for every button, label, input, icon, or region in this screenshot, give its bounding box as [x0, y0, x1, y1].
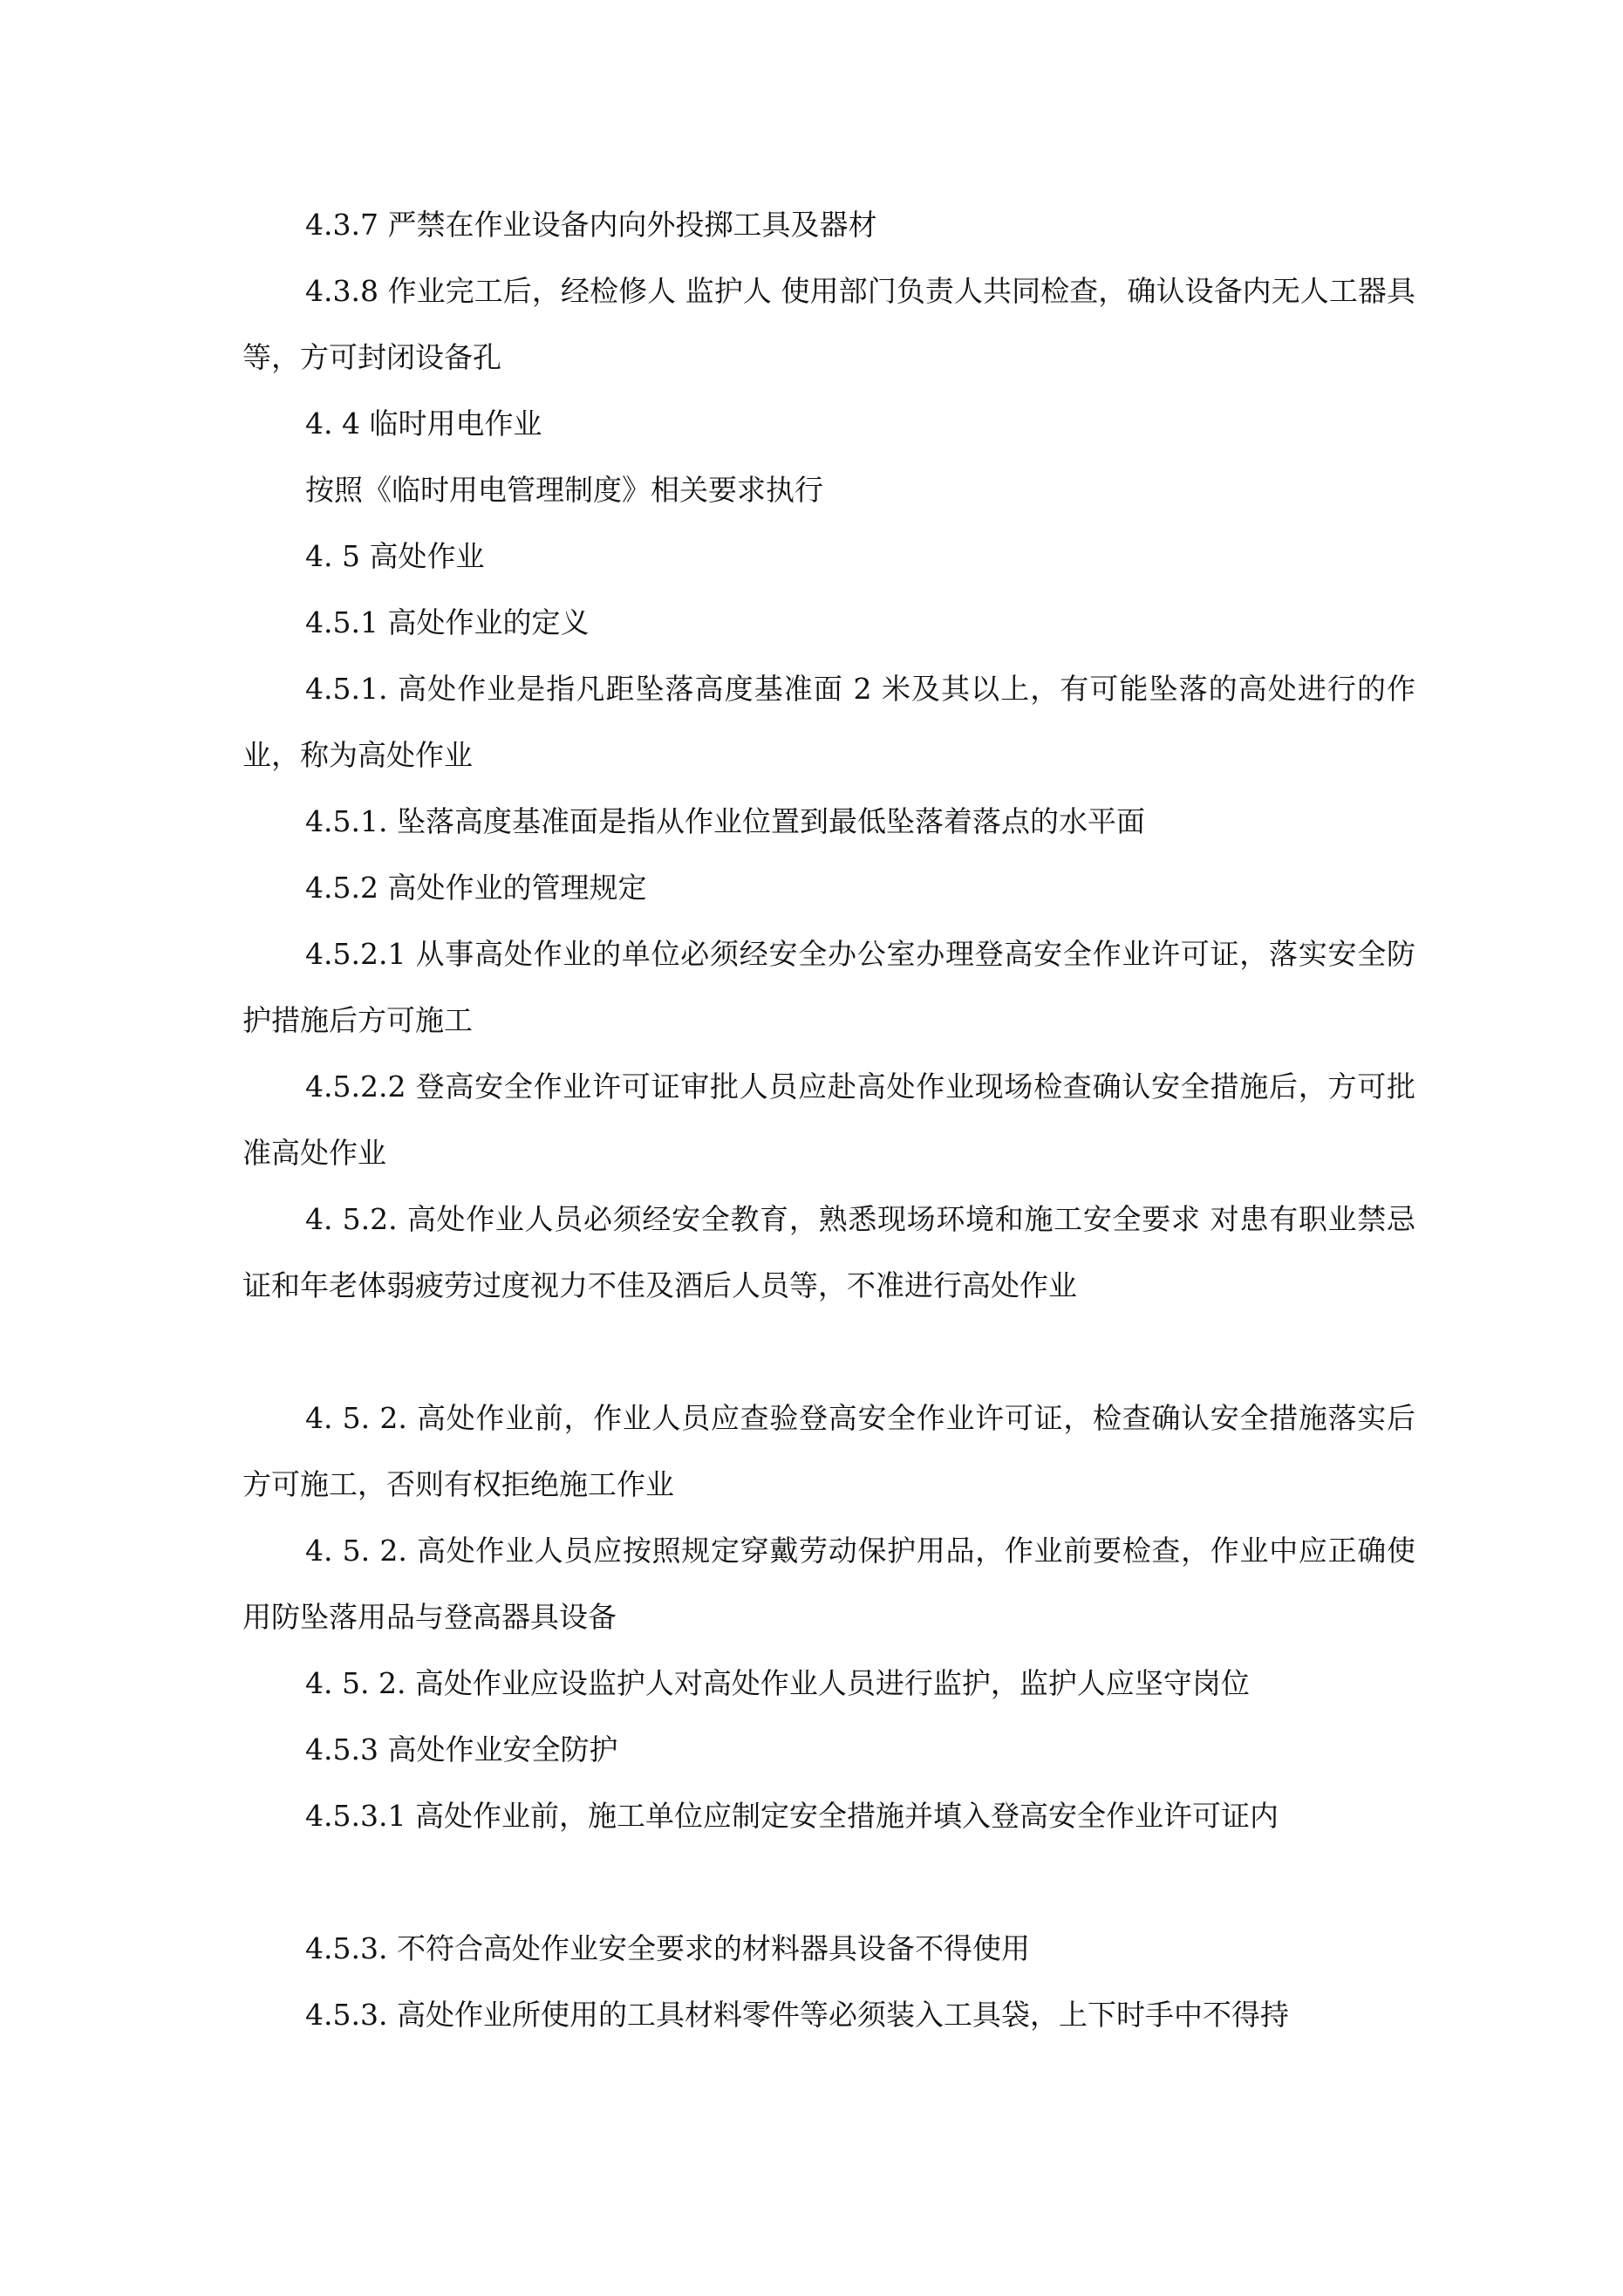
paragraph-4-3-8: 4.3.8 作业完工后，经检修人 监护人 使用部门负责人共同检查，确认设备内无人工器具等，方可封闭设备孔	[242, 274, 1415, 374]
paragraph-4-5-1-a: 4.5.1. 高处作业是指凡距坠落高度基准面 2 米及其以上，有可能坠落的高处进行的作业，称为高处作业	[242, 672, 1415, 772]
paragraph-4-4-body: 按照《临时用电管理制度》相关要求执行	[305, 473, 823, 507]
paragraph-4-5-3-1: 4.5.3.1 高处作业前，施工单位应制定安全措施并填入登高安全作业许可证内	[305, 1799, 1279, 1833]
paragraph-4-5-2-5: 4. 5. 2. 高处作业人员应按照规定穿戴劳动保护用品，作业前要检查，作业中应正确使用防坠落用品与登高器具设备	[242, 1534, 1415, 1634]
paragraph-4-5-1-b: 4.5.1. 坠落高度基准面是指从作业位置到最低坠落着落点的水平面	[305, 804, 1145, 838]
paragraph-4-5-2-4: 4. 5. 2. 高处作业前，作业人员应查验登高安全作业许可证，检查确认安全措施落实后方可施工，否则有权拒绝施工作业	[242, 1401, 1415, 1501]
section-heading-4-5: 4. 5 高处作业	[305, 539, 485, 573]
paragraph-4-5-3-2: 4.5.3. 不符合高处作业安全要求的材料器具设备不得使用	[305, 1931, 1030, 1965]
paragraph-4-5-2-6: 4. 5. 2. 高处作业应设监护人对高处作业人员进行监护，监护人应坚守岗位	[305, 1666, 1250, 1700]
subheading-4-5-2: 4.5.2 高处作业的管理规定	[305, 871, 647, 905]
blank-line	[242, 1849, 1415, 1916]
section-heading-4-4: 4. 4 临时用电作业	[305, 407, 542, 441]
subheading-4-5-1: 4.5.1 高处作业的定义	[305, 605, 590, 639]
paragraph-4-3-7: 4.3.7 严禁在作业设备内向外投掷工具及器材	[305, 208, 877, 242]
subheading-4-5-3: 4.5.3 高处作业安全防护	[305, 1732, 618, 1766]
blank-line	[242, 1319, 1415, 1385]
paragraph-4-5-2-3: 4. 5.2. 高处作业人员必须经安全教育，熟悉现场环境和施工安全要求 对患有职业禁忌证和年老体弱疲劳过度视力不佳及酒后人员等，不准进行高处作业	[242, 1202, 1415, 1302]
paragraph-4-5-3-3: 4.5.3. 高处作业所使用的工具材料零件等必须装入工具袋，上下时手中不得持	[305, 1998, 1289, 2032]
paragraph-4-5-2-2: 4.5.2.2 登高安全作业许可证审批人员应赴高处作业现场检查确认安全措施后，方可批准高处作业	[242, 1069, 1415, 1170]
paragraph-4-5-2-1: 4.5.2.1 从事高处作业的单位必须经安全办公室办理登高安全作业许可证，落实安全防护措施后方可施工	[242, 937, 1415, 1037]
document-body	[242, 192, 1415, 2048]
